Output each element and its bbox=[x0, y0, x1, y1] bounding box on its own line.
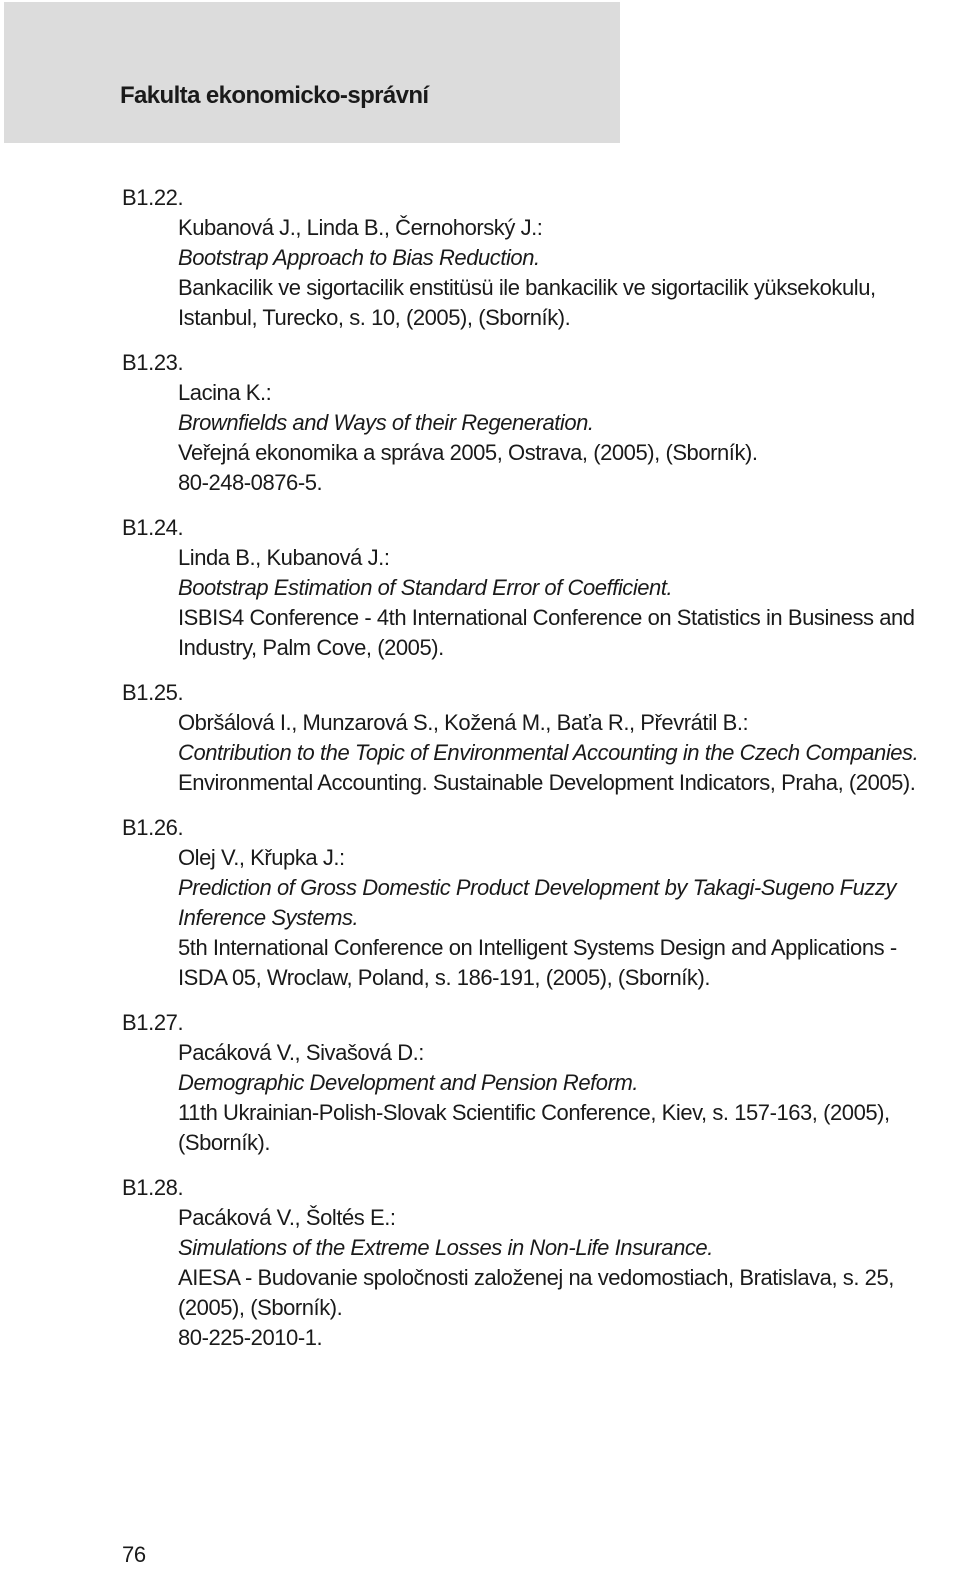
entry-source-line: (2005), (Sborník). bbox=[178, 1295, 343, 1320]
entry-authors: Kubanová J., Linda B., Černohorský J.: bbox=[178, 215, 543, 240]
entry-title: Contribution to the Topic of Environmental Accounting in the Czech Companies. bbox=[178, 740, 919, 765]
entry-source-line: AIESA - Budovanie spoločnosti založenej na vedomostiach, Bratislava, s. 25, bbox=[178, 1265, 894, 1290]
entry-source-line: 80-225-2010-1. bbox=[178, 1325, 323, 1350]
publication-entry bbox=[122, 513, 950, 663]
entry-source-line: (Sborník). bbox=[178, 1130, 271, 1155]
entry-title: Bootstrap Estimation of Standard Error of Coefficient. bbox=[178, 575, 673, 600]
entry-source-line: Environmental Accounting. Sustainable Development Indicators, Praha, (2005). bbox=[178, 770, 916, 795]
entry-authors: Olej V., Křupka J.: bbox=[178, 845, 345, 870]
entry-id: B1.27. bbox=[122, 1010, 184, 1035]
entry-source-line: 11th Ukrainian-Polish-Slovak Scientific Conference, Kiev, s. 157-163, (2005), bbox=[178, 1100, 890, 1125]
entry-body bbox=[178, 543, 950, 663]
entry-source-line: Veřejná ekonomika a správa 2005, Ostrava, (2005), (Sborník). bbox=[178, 440, 758, 465]
faculty-title: Fakulta ekonomicko-správní bbox=[120, 82, 429, 109]
entry-title-line: Inference Systems. bbox=[178, 905, 359, 930]
page-number: 76 bbox=[122, 1542, 146, 1567]
entry-source-line: 5th International Conference on Intelligent Systems Design and Applications - bbox=[178, 935, 897, 960]
entry-id: B1.22. bbox=[122, 185, 184, 210]
entry-source-line: Industry, Palm Cove, (2005). bbox=[178, 635, 444, 660]
entry-source-line: Istanbul, Turecko, s. 10, (2005), (Sborník). bbox=[178, 305, 571, 330]
entry-body bbox=[178, 1203, 950, 1353]
entry-title: Brownfields and Ways of their Regeneration. bbox=[178, 410, 594, 435]
entry-title: Demographic Development and Pension Reform. bbox=[178, 1070, 639, 1095]
entry-id: B1.24. bbox=[122, 515, 184, 540]
entry-title: Simulations of the Extreme Losses in Non-Life Insurance. bbox=[178, 1235, 713, 1260]
entry-id: B1.23. bbox=[122, 350, 184, 375]
entry-source-line: ISDA 05, Wroclaw, Poland, s. 186-191, (2005), (Sborník). bbox=[178, 965, 711, 990]
entry-source-line: Bankacilik ve sigortacilik enstitüsü ile bankacilik ve sigortacilik yüksekokulu, bbox=[178, 275, 876, 300]
entry-body bbox=[178, 1038, 950, 1158]
entry-source-line: ISBIS4 Conference - 4th International Conference on Statistics in Business and bbox=[178, 605, 915, 630]
entry-authors: Pacáková V., Šoltés E.: bbox=[178, 1205, 396, 1230]
entry-body bbox=[178, 378, 950, 498]
entry-id: B1.28. bbox=[122, 1175, 184, 1200]
entry-authors: Lacina K.: bbox=[178, 380, 272, 405]
publication-entry bbox=[122, 348, 950, 498]
header-band bbox=[4, 2, 620, 143]
entry-id: B1.26. bbox=[122, 815, 184, 840]
entry-body bbox=[178, 708, 950, 798]
publication-list bbox=[122, 183, 950, 1368]
entry-authors: Linda B., Kubanová J.: bbox=[178, 545, 390, 570]
entry-body bbox=[178, 843, 950, 993]
publication-entry bbox=[122, 183, 950, 333]
entry-body bbox=[178, 213, 950, 333]
publication-entry bbox=[122, 678, 950, 798]
publication-entry bbox=[122, 1173, 950, 1353]
publication-entry bbox=[122, 813, 950, 993]
publication-entry bbox=[122, 1008, 950, 1158]
entry-authors: Pacáková V., Sivašová D.: bbox=[178, 1040, 424, 1065]
entry-title: Bootstrap Approach to Bias Reduction. bbox=[178, 245, 540, 270]
entry-source-line: 80-248-0876-5. bbox=[178, 470, 323, 495]
entry-id: B1.25. bbox=[122, 680, 184, 705]
entry-title-line: Prediction of Gross Domestic Product Development by Takagi-Sugeno Fuzzy bbox=[178, 875, 897, 900]
entry-authors: Obršálová I., Munzarová S., Kožená M., Baťa R., Převrátil B.: bbox=[178, 710, 749, 735]
